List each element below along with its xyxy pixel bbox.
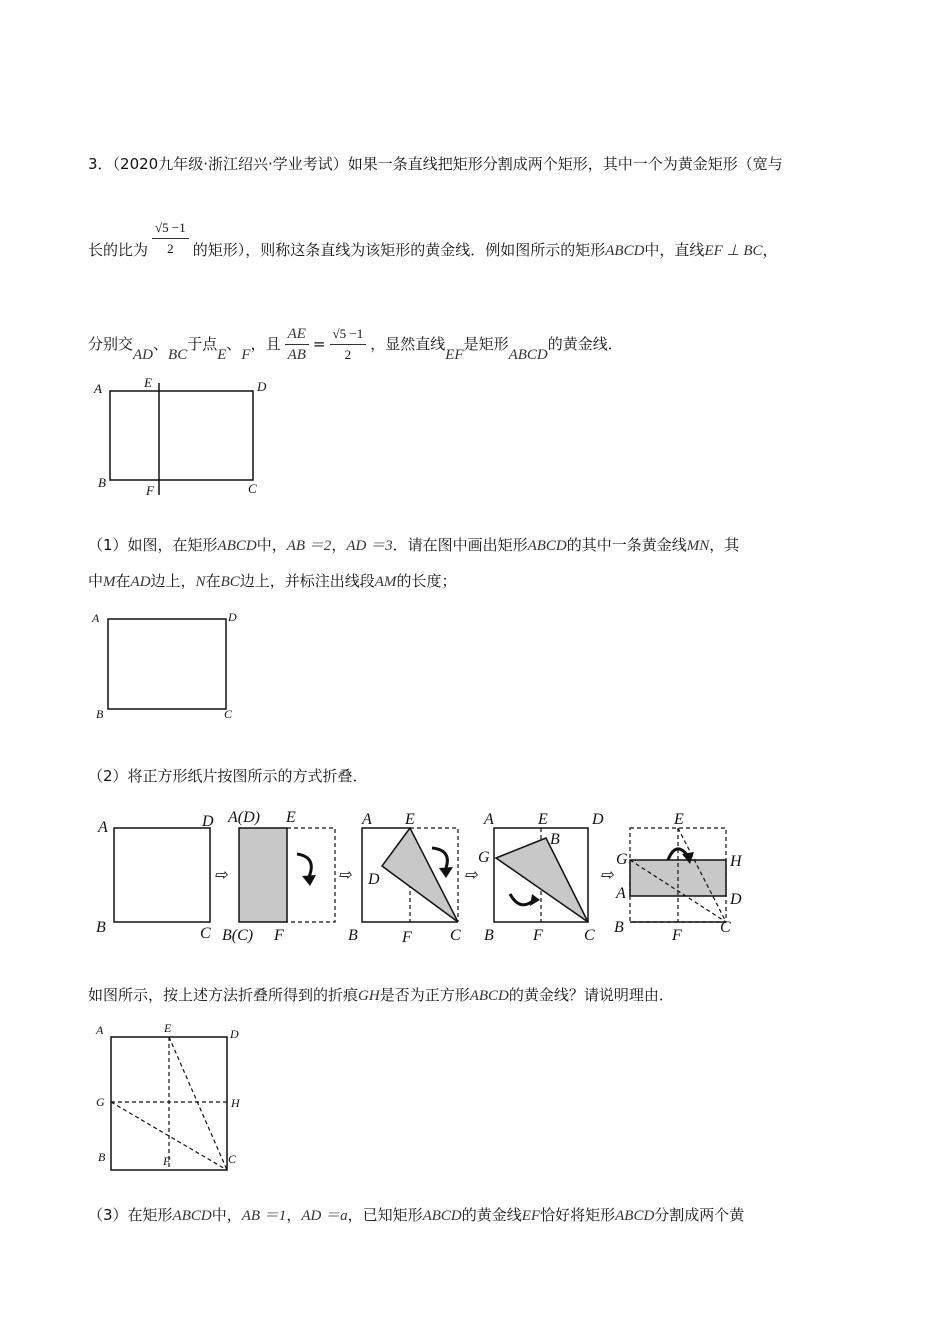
math-abcd: ABCD (527, 538, 567, 554)
fold-step-2 (222, 809, 335, 944)
part2-line-1: （2）将正方形纸片按图所示的方式折叠． (88, 767, 368, 785)
fold-arrow-head-icon (439, 867, 453, 878)
part3-text: ， (286, 1206, 302, 1224)
problem-text: 长的比为 (88, 241, 149, 259)
rectangle-abcd (110, 391, 253, 480)
label-d: D (202, 813, 214, 830)
part1-line-1 (88, 535, 739, 556)
part1-text: ．请在图中画出矩形 (392, 536, 528, 554)
math-gh: GH (358, 988, 380, 1004)
label-e: E (144, 375, 152, 390)
part2-text: 如图所示，按上述方法折叠所得到的折痕 (88, 986, 359, 1004)
fold-arrow-head-icon (530, 894, 540, 906)
figure-1-rectangle-ef (90, 375, 280, 505)
golden-ratio-fraction (152, 218, 189, 259)
part2-text: 是否为正方形 (379, 986, 470, 1004)
label-a: A (92, 611, 100, 625)
problem-source: （2020九年级·浙江绍兴·学业考试） (112, 155, 348, 173)
label-b: B (98, 1150, 106, 1164)
part1-text: 中 (88, 572, 104, 590)
fraction-denominator: 2 (344, 347, 352, 362)
label-c: C (224, 707, 233, 721)
fraction-denominator: AB (287, 347, 306, 363)
label-b: B (348, 927, 358, 944)
problem-text: 、 (226, 335, 242, 353)
math-ef: EF (445, 347, 464, 363)
problem-text: 、 (153, 335, 169, 353)
square-abcd (114, 828, 210, 922)
problem-text: 的黄金线． (547, 335, 623, 353)
label-d: D (592, 811, 604, 828)
label-d: D (228, 610, 237, 624)
figure-4-square-creases (92, 1020, 252, 1170)
math-ef-perp-bc: EF ⊥ BC (704, 243, 763, 259)
math-mn: MN (686, 538, 710, 554)
label-a: A (98, 819, 108, 836)
part3-text: 恰好将矩形 (540, 1206, 616, 1224)
label-b: B (484, 927, 494, 944)
label-a: A (616, 885, 626, 902)
part1-text: 边上，并标注出线段 (239, 572, 375, 590)
math-abcd: ABCD (217, 538, 257, 554)
label-g: G (616, 851, 628, 868)
math-abcd: ABCD (422, 1208, 462, 1224)
problem-text: 是矩形 (463, 335, 509, 353)
fold-step-4 (478, 811, 604, 944)
label-a: A (362, 811, 372, 828)
math-ad-eq: AD ＝3 (346, 538, 393, 554)
part3-text: 的黄金线 (461, 1206, 522, 1224)
fold-arrow-icon (432, 848, 447, 868)
part3-text: ，已知矩形 (347, 1206, 423, 1224)
label-g: G (478, 849, 490, 866)
fold-step-3 (348, 811, 461, 946)
label-d: D (257, 379, 267, 394)
label-h: H (231, 1096, 240, 1110)
math-ab-eq: AB ＝1 (241, 1208, 287, 1224)
problem-line-2 (88, 220, 778, 271)
part1-text: ，其 (709, 536, 740, 554)
step-arrow: ⇨ (600, 867, 614, 884)
problem-text: 的矩形），则称这条直线为该矩形的黄金线．例如图所示的矩形 (192, 241, 606, 259)
part1-text: 的其中一条黄金线 (566, 536, 687, 554)
problem-text: ， (762, 241, 778, 259)
label-d: D (730, 891, 742, 908)
part3-text: （3）在矩形 (88, 1206, 173, 1224)
label-e: E (286, 809, 296, 826)
ae-ab-fraction (285, 324, 309, 365)
figure-2-rectangle (90, 608, 250, 723)
part1-text: 在 (205, 572, 221, 590)
label-f: F (274, 927, 284, 944)
label-f: F (533, 927, 543, 944)
label-f: F (402, 929, 412, 946)
label-e: E (405, 811, 415, 828)
math-bc: BC (168, 347, 188, 363)
math-f: F (241, 347, 251, 363)
label-b: B (96, 707, 104, 721)
problem-line-1 (88, 154, 783, 174)
fraction-numerator: √5 −1 (152, 218, 189, 239)
math-abcd: ABCD (172, 1208, 212, 1224)
label-d: D (368, 871, 380, 888)
step-arrow: ⇨ (338, 867, 352, 884)
part1-text: （1）如图，在矩形 (88, 536, 218, 554)
label-b: B (550, 831, 560, 848)
label-e: E (164, 1021, 172, 1035)
label-f: F (146, 483, 154, 498)
fold-arrow-icon (297, 854, 311, 877)
label-f: F (163, 1154, 171, 1168)
label-a: A (96, 1023, 104, 1037)
problem-text: 中，直线 (644, 241, 705, 259)
math-e: E (217, 347, 227, 363)
part1-text: 的长度； (396, 572, 457, 590)
rectangle-abcd (108, 619, 226, 709)
golden-ratio-fraction (330, 324, 367, 365)
math-n: N (195, 574, 206, 590)
problem-text: 于点 (187, 335, 218, 353)
label-b: B (614, 919, 624, 936)
label-h: H (730, 853, 742, 870)
math-m: M (103, 574, 116, 590)
label-c: C (228, 1152, 237, 1166)
math-ad: AD (130, 574, 151, 590)
label-c: C (248, 481, 257, 496)
part1-line-2 (88, 571, 456, 592)
part2-question (88, 985, 674, 1006)
folded-triangle (496, 838, 588, 922)
math-abcd: ABCD (615, 1208, 655, 1224)
fraction-numerator: AE (285, 324, 309, 345)
label-f: F (672, 927, 682, 944)
label-a: A (94, 381, 102, 396)
problem-text: 分别交 (88, 335, 134, 353)
label-c: C (720, 919, 731, 936)
step-arrow: ⇨ (214, 867, 228, 884)
part2-text: 的黄金线？请说明理由． (508, 986, 674, 1004)
problem-line-3 (88, 324, 623, 365)
math-abcd: ABCD (605, 243, 645, 259)
problem-number: 3． (88, 155, 113, 173)
label-c: C (584, 927, 595, 944)
label-b: B (98, 475, 106, 490)
problem-text: ，显然直线 (370, 335, 446, 353)
part1-text: 在 (115, 572, 131, 590)
part3-text: 中， (211, 1206, 242, 1224)
fold-arrow-icon (510, 894, 534, 905)
crease-ec (169, 1037, 227, 1170)
math-abcd: ABCD (508, 347, 548, 363)
problem-text: 如果一条直线把矩形分割成两个矩形，其中一个为黄金矩形（宽与 (347, 155, 783, 173)
label-c: C (200, 925, 211, 942)
step-arrow: ⇨ (464, 867, 478, 884)
label-a: A (484, 811, 494, 828)
label-c: C (450, 927, 461, 944)
fold-arrow-head-icon (302, 875, 316, 886)
fraction-denominator: 2 (167, 241, 174, 256)
fold-step-1 (96, 813, 214, 942)
figure-fold-sequence (92, 802, 862, 952)
equals-sign: = (312, 335, 326, 353)
problem-text: ，且 (250, 335, 281, 353)
label-b: B (96, 919, 106, 936)
label-g: G (96, 1095, 105, 1109)
label-e: E (538, 811, 548, 828)
math-ad: AD (133, 347, 154, 363)
label-e: E (674, 811, 684, 828)
label-a-d: A(D) (228, 809, 260, 826)
fraction-numerator: √5 −1 (330, 324, 367, 345)
math-ab-eq: AB ＝2 (286, 538, 332, 554)
part1-text: ， (331, 536, 347, 554)
math-ef: EF (521, 1208, 541, 1224)
part1-text: 边上， (150, 572, 196, 590)
math-am: AM (374, 574, 397, 590)
part1-text: 中， (256, 536, 287, 554)
math-ad-eq: AD ＝a (301, 1208, 348, 1224)
part3-text: 分割成两个黄 (654, 1206, 745, 1224)
folded-half (239, 828, 287, 922)
label-d: D (230, 1027, 239, 1041)
math-abcd: ABCD (469, 988, 509, 1004)
fold-step-5 (614, 811, 743, 944)
label-b-c: B(C) (222, 927, 254, 944)
math-bc: BC (220, 574, 240, 590)
part3-line-1 (88, 1205, 744, 1226)
